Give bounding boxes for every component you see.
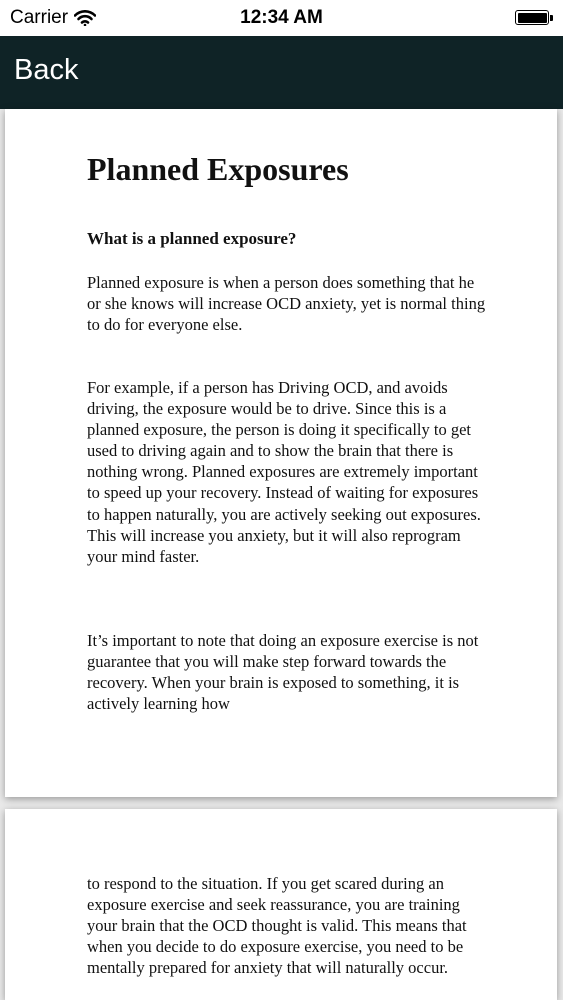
navigation-bar xyxy=(0,36,563,109)
document-page-2[interactable] xyxy=(5,809,557,1000)
battery-icon xyxy=(515,10,549,25)
status-bar xyxy=(0,0,563,36)
paragraph-3: It’s important to note that doing an exposure exercise is not guarantee that you will make step forward towards the recovery. When your brain is exposed to something, it is actively learning how xyxy=(87,631,479,714)
carrier-label: Carrier xyxy=(10,7,69,28)
section-heading: What is a planned exposure? xyxy=(87,229,297,248)
paragraph-1: Planned exposure is when a person does something that he or she knows will increase OCD anxiety, yet is normal thing to do for everyone else. xyxy=(87,273,486,335)
document-page-1[interactable] xyxy=(5,109,557,797)
status-time: 12:34 AM xyxy=(240,7,323,28)
page-title: Planned Exposures xyxy=(87,151,349,187)
back-button[interactable]: Back xyxy=(14,54,79,86)
paragraph-4: to respond to the situation. If you get scared during an exposure exercise and seek reassurance, you are training your brain that the OCD thought is valid. This means that when you decide to do exposure exercise, you need to be mentally prepared for anxiety that will naturally occur. xyxy=(87,874,467,978)
paragraph-2: For example, if a person has Driving OCD, and avoids driving, the exposure would be to drive. Since this is a planned exposure, the person is doing it specifically to get used to driving again and to show the brain that there is nothing wrong. Planned exposures are extremely important to speed up your recovery. Instead of waiting for exposures to happen naturally, you are actively seeking out exposures. This will increase you anxiety, but it will also reprogram your mind faster. xyxy=(87,378,481,566)
